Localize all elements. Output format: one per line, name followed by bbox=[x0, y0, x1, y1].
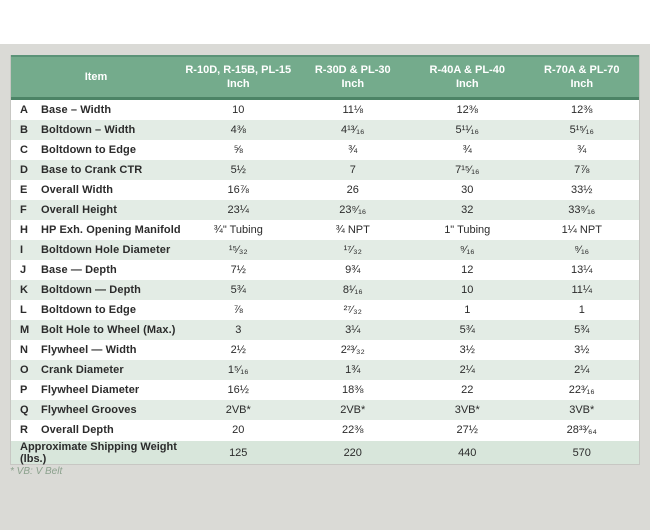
model-names: R-10D, R-15B, PL-15 bbox=[185, 63, 292, 76]
model-column-header bbox=[296, 63, 411, 92]
item-label: Boltdown – Width bbox=[41, 124, 136, 136]
value-cell: 9¾ bbox=[345, 264, 361, 276]
item-values bbox=[181, 424, 639, 436]
value-cell: 12⅜ bbox=[571, 104, 593, 116]
table-header-row bbox=[11, 55, 639, 100]
value-cell: 27½ bbox=[456, 424, 478, 436]
item-label: Overall Depth bbox=[41, 424, 114, 436]
value-cell: 7 bbox=[349, 164, 356, 176]
table-row bbox=[11, 420, 639, 440]
table-row bbox=[11, 340, 639, 360]
value-cell: 10 bbox=[461, 284, 474, 296]
value-cell: 1" Tubing bbox=[444, 224, 491, 236]
item-label: Flywheel Grooves bbox=[41, 404, 137, 416]
item-letter: I bbox=[20, 244, 24, 256]
value-cell: ⅝ bbox=[233, 144, 243, 156]
table-row bbox=[11, 100, 639, 120]
table-row bbox=[11, 240, 639, 260]
table-row bbox=[11, 400, 639, 420]
value-cell: ¾ bbox=[348, 144, 358, 156]
item-letter: L bbox=[20, 304, 27, 316]
value-cell: ¾" Tubing bbox=[213, 224, 263, 236]
value-cell: 12⅜ bbox=[456, 104, 478, 116]
item-letter: Q bbox=[20, 404, 29, 416]
spec-table bbox=[10, 55, 640, 465]
item-values bbox=[181, 244, 639, 256]
item-letter: H bbox=[20, 224, 28, 236]
item-letter: D bbox=[20, 164, 28, 176]
value-cell: 2¼ bbox=[459, 364, 475, 376]
value-cell: 20 bbox=[232, 424, 245, 436]
item-values bbox=[181, 264, 639, 276]
value-cell: 23¼ bbox=[227, 204, 249, 216]
item-label: Boltdown — Depth bbox=[41, 284, 141, 296]
item-values bbox=[181, 344, 639, 356]
value-cell: 1¾ bbox=[345, 364, 361, 376]
value-cell: 2¼ bbox=[574, 364, 590, 376]
table-row bbox=[11, 360, 639, 380]
value-cell: 28³³⁄₆₄ bbox=[566, 424, 597, 436]
value-cell: 3VB* bbox=[569, 404, 595, 416]
item-values bbox=[181, 164, 639, 176]
value-cell: 1 bbox=[578, 304, 585, 316]
item-letter: J bbox=[20, 264, 27, 276]
value-cell: 33½ bbox=[571, 184, 593, 196]
value-cell: 3½ bbox=[459, 344, 475, 356]
model-names: R-40A & PL-40 bbox=[429, 63, 505, 76]
value-cell: 125 bbox=[229, 446, 248, 459]
item-label: Boltdown Hole Diameter bbox=[41, 244, 171, 256]
value-cell: 5¹¹⁄₁₆ bbox=[455, 124, 479, 136]
value-cell: ¾ bbox=[462, 144, 472, 156]
value-cell: 7⅞ bbox=[574, 164, 590, 176]
value-cell: ¹⁵⁄₃₂ bbox=[228, 244, 248, 256]
table-row bbox=[11, 380, 639, 400]
item-values bbox=[181, 284, 639, 296]
value-cell: ²⁷⁄₃₂ bbox=[343, 304, 362, 316]
value-cell: 2½ bbox=[230, 344, 246, 356]
table-row bbox=[11, 300, 639, 320]
shipping-weight-row bbox=[11, 440, 639, 464]
item-letter: K bbox=[20, 284, 28, 296]
item-letter: B bbox=[20, 124, 28, 136]
item-letter: F bbox=[20, 204, 27, 216]
value-cell: 11⅛ bbox=[342, 104, 364, 116]
value-cell: 220 bbox=[343, 446, 362, 459]
vbelt-footnote: * VB: V Belt bbox=[10, 466, 63, 477]
item-label: Bolt Hole to Wheel (Max.) bbox=[41, 324, 176, 336]
value-cell: 5¾ bbox=[459, 324, 475, 336]
item-values bbox=[181, 364, 639, 376]
item-values bbox=[181, 384, 639, 396]
item-label: Boltdown to Edge bbox=[41, 304, 137, 316]
table-row bbox=[11, 140, 639, 160]
value-cell: ¾ NPT bbox=[335, 224, 370, 236]
model-column-header bbox=[525, 63, 640, 92]
item-letter: N bbox=[20, 344, 28, 356]
item-label: Overall Width bbox=[41, 184, 114, 196]
item-label: HP Exh. Opening Manifold bbox=[41, 224, 181, 236]
value-cell: 22⅜ bbox=[342, 424, 364, 436]
value-cell: 18⅜ bbox=[342, 384, 364, 396]
value-cell: 440 bbox=[458, 446, 477, 459]
value-cell: 13¼ bbox=[571, 264, 593, 276]
table-row bbox=[11, 180, 639, 200]
value-cell: 4⅜ bbox=[230, 124, 246, 136]
item-label: Crank Diameter bbox=[41, 364, 124, 376]
value-cell: 7¹⁵⁄₁₆ bbox=[455, 164, 480, 176]
value-cell: 12 bbox=[461, 264, 474, 276]
unit-label: Inch bbox=[226, 78, 250, 90]
value-cell: 7½ bbox=[230, 264, 246, 276]
table-row bbox=[11, 160, 639, 180]
value-cell: 570 bbox=[572, 446, 591, 459]
table-row bbox=[11, 260, 639, 280]
value-cell: 3 bbox=[235, 324, 242, 336]
value-cell: 16½ bbox=[227, 384, 249, 396]
value-cell: 5¹⁵⁄₁₆ bbox=[569, 124, 594, 136]
item-values bbox=[181, 184, 639, 196]
value-cell: 22³⁄₁₆ bbox=[568, 384, 595, 396]
shipping-weight-label: Approximate Shipping Weight (lbs.) bbox=[20, 440, 177, 465]
table-row bbox=[11, 200, 639, 220]
value-cell: 5½ bbox=[230, 164, 246, 176]
value-cell: 22 bbox=[461, 384, 474, 396]
value-cell: 3½ bbox=[574, 344, 590, 356]
item-label: Base – Width bbox=[41, 104, 112, 116]
item-letter: R bbox=[20, 424, 28, 436]
item-values bbox=[181, 104, 639, 116]
unit-label: Inch bbox=[341, 78, 365, 90]
value-cell: 30 bbox=[461, 184, 474, 196]
value-cell: 4¹³⁄₁₆ bbox=[341, 124, 365, 136]
item-letter: P bbox=[20, 384, 28, 396]
unit-label: Inch bbox=[570, 78, 594, 90]
column-header-item: Item bbox=[84, 71, 108, 83]
value-cell: 3¼ bbox=[345, 324, 361, 336]
value-cell: 2²³⁄₃₂ bbox=[340, 344, 365, 356]
model-column-header bbox=[181, 63, 296, 92]
model-names: R-30D & PL-30 bbox=[314, 63, 391, 76]
value-cell: 8¹⁄₁₆ bbox=[342, 284, 363, 296]
item-letter: C bbox=[20, 144, 28, 156]
item-label: Base to Crank CTR bbox=[41, 164, 143, 176]
value-cell: 3VB* bbox=[454, 404, 480, 416]
value-cell: 1¼ NPT bbox=[561, 224, 602, 236]
item-label: Base — Depth bbox=[41, 264, 117, 276]
item-values bbox=[181, 204, 639, 216]
item-label: Flywheel — Width bbox=[41, 344, 137, 356]
item-values bbox=[181, 304, 639, 316]
item-label: Flywheel Diameter bbox=[41, 384, 140, 396]
value-cell: ⅞ bbox=[233, 304, 243, 316]
item-letter: O bbox=[20, 364, 29, 376]
value-cell: 32 bbox=[461, 204, 474, 216]
item-values bbox=[181, 144, 639, 156]
table-row bbox=[11, 120, 639, 140]
value-cell: 1 bbox=[464, 304, 471, 316]
item-label: Overall Height bbox=[41, 204, 117, 216]
value-cell: 23⁹⁄₁₆ bbox=[339, 204, 367, 216]
value-cell: 11¼ bbox=[571, 284, 593, 296]
value-cell: 5¾ bbox=[574, 324, 590, 336]
value-cell: 2VB* bbox=[340, 404, 366, 416]
shipping-weight-values bbox=[181, 447, 639, 459]
item-values bbox=[181, 404, 639, 416]
item-letter: M bbox=[20, 324, 30, 336]
table-row bbox=[11, 320, 639, 340]
value-cell: 10 bbox=[232, 104, 245, 116]
item-values bbox=[181, 124, 639, 136]
model-column-header bbox=[410, 63, 525, 92]
item-letter: E bbox=[20, 184, 28, 196]
value-cell: 16⅞ bbox=[227, 184, 249, 196]
value-cell: ⁹⁄₁₆ bbox=[459, 244, 475, 256]
value-cell: 2VB* bbox=[225, 404, 251, 416]
item-label: Boltdown to Edge bbox=[41, 144, 137, 156]
unit-label: Inch bbox=[455, 78, 479, 90]
model-column-headers bbox=[181, 63, 639, 92]
item-values bbox=[181, 324, 639, 336]
model-names: R-70A & PL-70 bbox=[544, 63, 620, 76]
table-body bbox=[11, 100, 639, 440]
value-cell: 33⁹⁄₁₆ bbox=[568, 204, 596, 216]
table-row bbox=[11, 280, 639, 300]
value-cell: 5¾ bbox=[230, 284, 246, 296]
value-cell: ⁹⁄₁₆ bbox=[574, 244, 590, 256]
table-row bbox=[11, 220, 639, 240]
value-cell: ¾ bbox=[577, 144, 587, 156]
value-cell: 1⁵⁄₁₆ bbox=[227, 364, 249, 376]
value-cell: 26 bbox=[346, 184, 359, 196]
item-values bbox=[181, 224, 639, 236]
value-cell: ¹⁷⁄₃₂ bbox=[343, 244, 362, 256]
item-letter: A bbox=[20, 104, 28, 116]
